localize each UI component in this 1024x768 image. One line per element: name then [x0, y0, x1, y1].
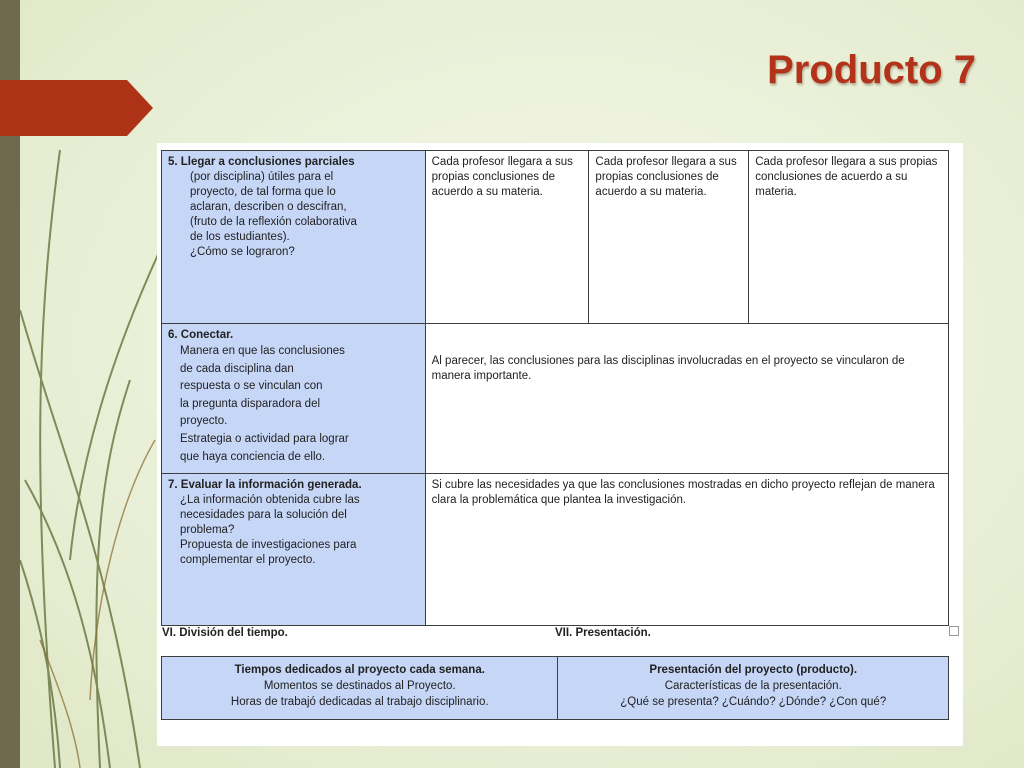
row-label-title: 6. Conectar.: [168, 329, 234, 341]
table-cell: [425, 474, 948, 626]
time-division-line: Horas de trabajó dedicadas al trabajo disciplinario.: [230, 696, 489, 708]
presentation-line: ¿Qué se presenta? ¿Cuándo? ¿Dónde? ¿Con qué?: [620, 696, 887, 708]
row-label-body: Manera en que las conclusiones de cada disciplina dan respuesta o se vinculan con la pregunta disparadora del proyecto. Estrategia o actividad para lograr que haya conciencia de ello.: [180, 345, 349, 463]
row-label-cell: [162, 324, 426, 474]
row-label-title: 7. Evaluar la información generada.: [168, 479, 362, 491]
table-cell: [589, 151, 749, 324]
slide-title: Producto 7: [767, 48, 976, 92]
presentation-head: Presentación del proyecto (producto).: [649, 664, 858, 676]
section-vi-heading: VI. División del tiempo.: [162, 627, 288, 639]
time-division-cell: [162, 657, 558, 720]
cell-text: Cada profesor llegara a sus propias conclusiones de acuerdo a su materia.: [755, 156, 938, 198]
table-row: [162, 324, 949, 474]
arrow-tab-decoration: [0, 80, 153, 136]
presentation-line: Características de la presentación.: [664, 680, 842, 692]
row-label-title: 5. Llegar a conclusiones parciales: [168, 156, 355, 168]
project-table: [161, 150, 949, 626]
row-label-body: ¿La información obtenida cubre las necesidades para la solución del problema? Propuesta de investigaciones para complementar el proyecto.: [180, 494, 360, 566]
document-image: [157, 143, 963, 746]
cell-text: Cada profesor llegara a sus propias conclusiones de acuerdo a su materia.: [595, 156, 737, 198]
cell-text: Cada profesor llegara a sus propias conclusiones de acuerdo a su materia.: [431, 156, 573, 198]
cell-text: Si cubre las necesidades ya que las conclusiones mostradas en dicho proyecto reflejan de manera clara la problemática que plantea la investigación.: [431, 479, 935, 506]
cell-text: Al parecer, las conclusiones para las disciplinas involucradas en el proyecto se vincularon de manera importante.: [431, 355, 905, 382]
table-row: [162, 657, 949, 720]
section-vii-heading: VII. Presentación.: [555, 627, 651, 639]
table-row: [162, 474, 949, 626]
bottom-table: [161, 656, 949, 720]
presentation-cell: [558, 657, 949, 720]
table-cell: [425, 324, 948, 474]
row-label-cell: [162, 474, 426, 626]
section-headers: [162, 627, 952, 643]
table-cell: [749, 151, 949, 324]
row-label-cell: [162, 151, 426, 324]
checkbox-icon: [949, 626, 959, 636]
table-row: [162, 151, 949, 324]
time-division-head: Tiempos dedicados al proyecto cada semana.: [234, 664, 485, 676]
row-label-body: (por disciplina) útiles para el proyecto, de tal forma que lo aclaran, describen o descifran, (fruto de la reflexión colaborativa de los estudiantes). ¿Cómo se lograron?: [190, 171, 357, 258]
time-division-line: Momentos se destinados al Proyecto.: [263, 680, 456, 692]
table-cell: [425, 151, 589, 324]
